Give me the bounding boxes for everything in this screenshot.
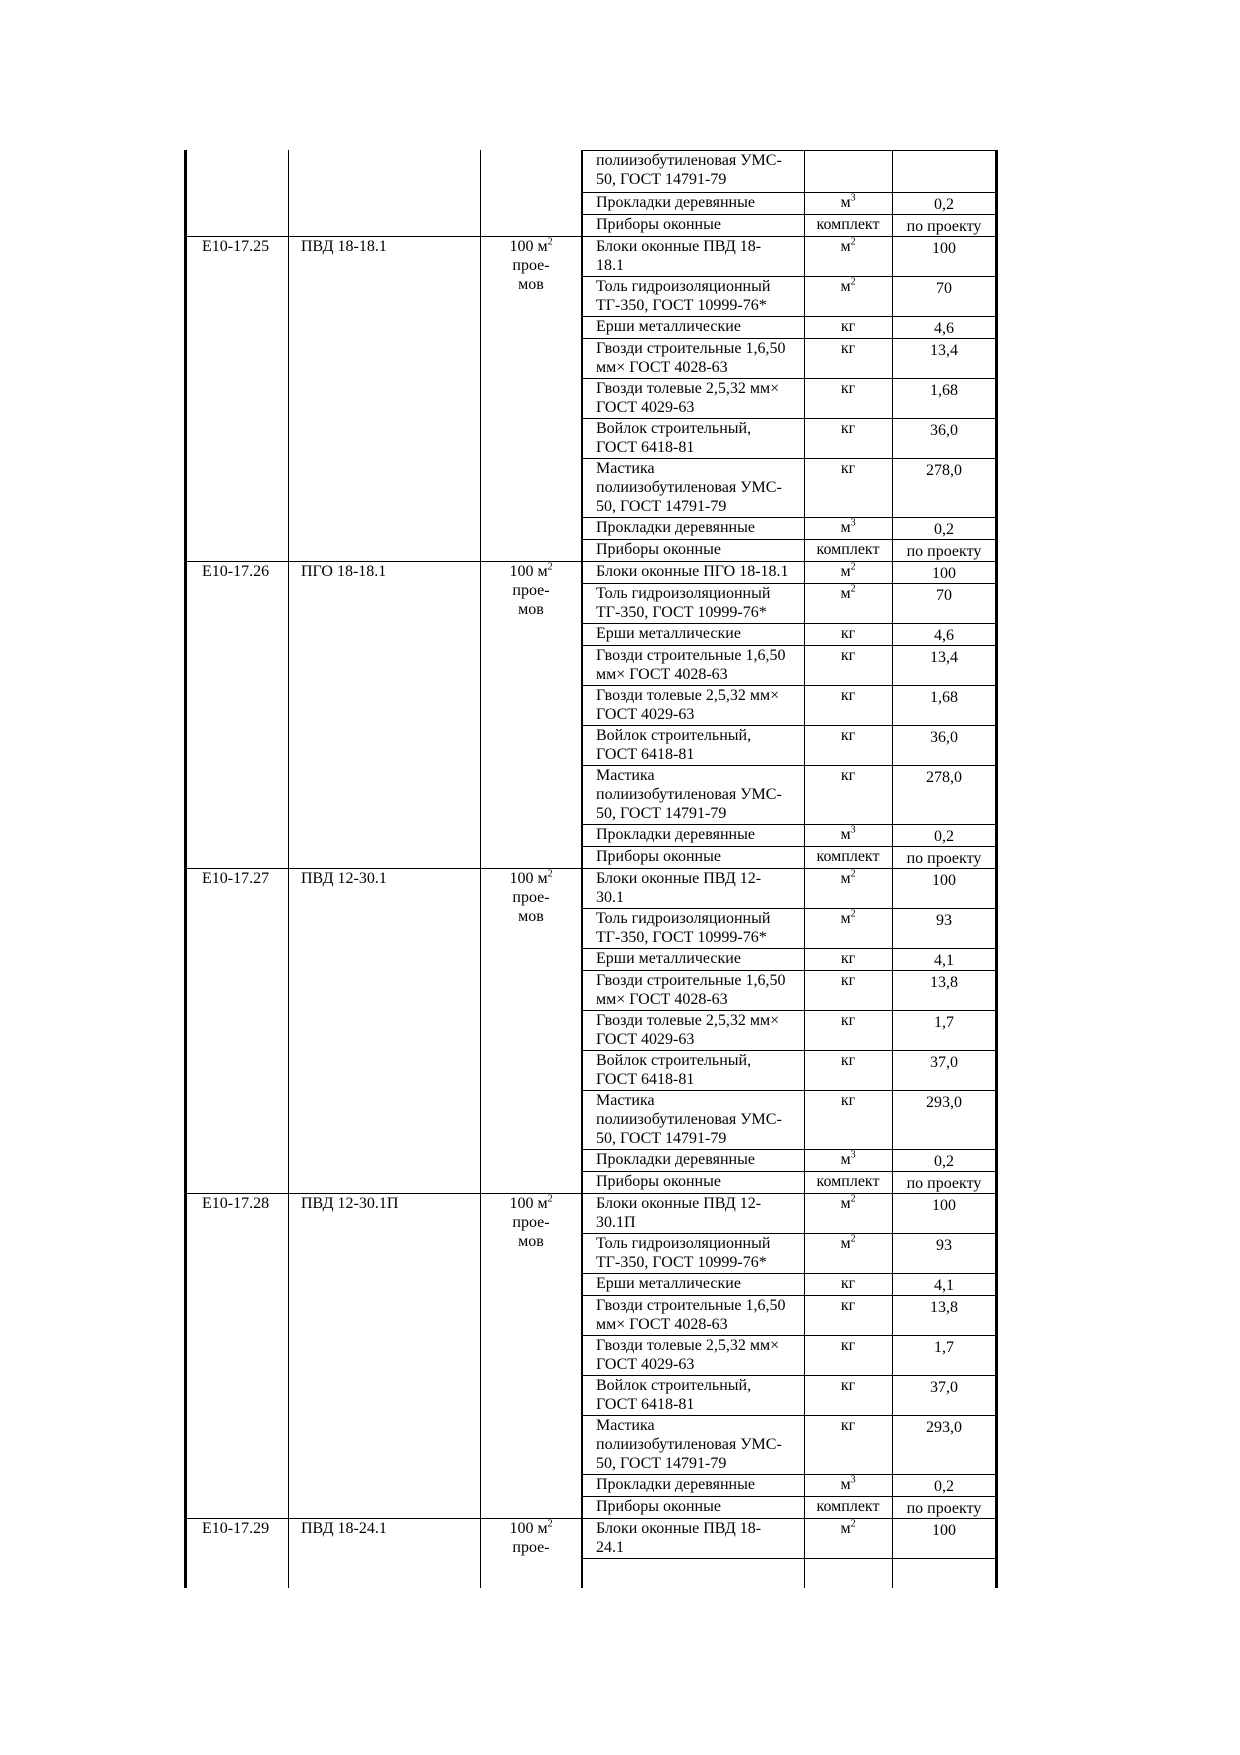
material-name: мм× ГОСТ 4028-63 (596, 1316, 728, 1333)
norm-name: ПГО 18-18.1 (301, 563, 387, 580)
material-name: Блоки оконные ПВД 18- (596, 238, 762, 255)
quantity-value: 13,8 (930, 1299, 958, 1316)
material-name: Мастика (596, 460, 655, 477)
quantity-value: 0,2 (934, 1153, 954, 1170)
material-name: Толь гидроизоляционный (596, 585, 771, 602)
norm-code: Е10-17.28 (202, 1195, 270, 1212)
material-name: Блоки оконные ПВД 12- (596, 1195, 762, 1212)
unit-of-measure: кг (840, 1092, 856, 1109)
table-vertical-rule (184, 150, 187, 1588)
quantity-value: 36,0 (930, 729, 958, 746)
quantity-value: 278,0 (926, 462, 962, 479)
table-horizontal-rule (582, 1558, 996, 1559)
table-vertical-rule (581, 150, 583, 1588)
quantity-value: 0,2 (934, 521, 954, 538)
material-name: ТГ-350, ГОСТ 10999-76* (596, 1254, 767, 1271)
norm-name: ПВД 12-30.1 (301, 870, 387, 887)
table-vertical-rule (995, 150, 998, 1588)
material-name: полиизобутиленовая УМС- (596, 1436, 782, 1453)
table-horizontal-rule (582, 150, 996, 151)
material-name: Ерши металлические (596, 318, 741, 335)
material-name: 30.1П (596, 1214, 636, 1231)
unit-of-measure: кг (840, 727, 856, 744)
material-name: Толь гидроизоляционный (596, 910, 771, 927)
norm-code: Е10-17.25 (202, 238, 270, 255)
unit-of-measure: комплект (816, 848, 880, 865)
material-name: ТГ-350, ГОСТ 10999-76* (596, 297, 767, 314)
quantity-value: 1,68 (930, 382, 958, 399)
unit-of-measure: $м^2$ (840, 908, 856, 927)
unit-of-measure: $м^2$ (840, 1193, 856, 1212)
quantity-value: 4,1 (934, 952, 954, 969)
norm-code: Е10-17.26 (202, 563, 270, 580)
material-name: Гвозди строительные 1,6,50 (596, 1297, 786, 1314)
material-name: мм× ГОСТ 4028-63 (596, 359, 728, 376)
quantity-value: 70 (936, 280, 952, 297)
quantity-value: 93 (936, 1237, 952, 1254)
unit-of-measure: комплект (816, 1498, 880, 1515)
material-name: 50, ГОСТ 14791-79 (596, 1455, 727, 1472)
unit-of-measure: кг (840, 647, 856, 664)
quantity-value: 13,4 (930, 342, 958, 359)
material-name: Толь гидроизоляционный (596, 278, 771, 295)
material-name: Гвозди толевые 2,5,32 мм× (596, 1012, 780, 1029)
material-name: Мастика (596, 767, 655, 784)
measure-unit: 100 $м^2$ (509, 868, 553, 887)
measure-unit: мов (518, 601, 544, 618)
quantity-value: 100 (932, 240, 956, 257)
measure-unit: прое- (512, 582, 550, 599)
material-name: Блоки оконные ПВД 18- (596, 1520, 762, 1537)
material-name: Мастика (596, 1417, 655, 1434)
quantity-value: по проекту (906, 543, 982, 560)
unit-of-measure: комплект (816, 541, 880, 558)
quantity-value: 4,6 (934, 320, 954, 337)
unit-of-measure: кг (840, 950, 856, 967)
table-vertical-rule (892, 150, 893, 1588)
measure-unit: мов (518, 276, 544, 293)
material-name: Прокладки деревянные (596, 1476, 755, 1493)
quantity-value: по проекту (906, 218, 982, 235)
quantity-value: 293,0 (926, 1419, 962, 1436)
material-name: 50, ГОСТ 14791-79 (596, 171, 727, 188)
quantity-value: 4,6 (934, 627, 954, 644)
quantity-value: 4,1 (934, 1277, 954, 1294)
material-name: Приборы оконные (596, 541, 721, 558)
material-name: ГОСТ 6418-81 (596, 439, 695, 456)
unit-of-measure: кг (840, 1052, 856, 1069)
unit-of-measure: $м^3$ (840, 192, 856, 211)
quantity-value: 36,0 (930, 422, 958, 439)
unit-of-measure: кг (840, 318, 856, 335)
material-name: мм× ГОСТ 4028-63 (596, 991, 728, 1008)
material-name: Войлок строительный, (596, 1052, 752, 1069)
material-name: полиизобутиленовая УМС- (596, 152, 782, 169)
material-name: 50, ГОСТ 14791-79 (596, 805, 727, 822)
quantity-value: 100 (932, 1197, 956, 1214)
table-vertical-rule (480, 150, 481, 1588)
material-name: 18.1 (596, 257, 624, 274)
measure-unit: прое- (512, 1214, 550, 1231)
unit-of-measure: $м^2$ (840, 276, 856, 295)
unit-of-measure: кг (840, 420, 856, 437)
quantity-value: 37,0 (930, 1054, 958, 1071)
measure-unit: прое- (512, 889, 550, 906)
unit-of-measure: комплект (816, 216, 880, 233)
material-name: ТГ-350, ГОСТ 10999-76* (596, 604, 767, 621)
quantity-value: 13,8 (930, 974, 958, 991)
unit-of-measure: кг (840, 1417, 856, 1434)
material-name: 24.1 (596, 1539, 624, 1556)
material-name: Гвозди толевые 2,5,32 мм× (596, 380, 780, 397)
unit-of-measure: кг (840, 460, 856, 477)
unit-of-measure: $м^3$ (840, 517, 856, 536)
unit-of-measure: $м^2$ (840, 561, 856, 580)
material-name: ГОСТ 4029-63 (596, 1356, 695, 1373)
measure-unit: 100 $м^2$ (509, 1193, 553, 1212)
material-name: Приборы оконные (596, 848, 721, 865)
material-name: Ерши металлические (596, 1275, 741, 1292)
unit-of-measure: кг (840, 380, 856, 397)
material-name: ТГ-350, ГОСТ 10999-76* (596, 929, 767, 946)
material-name: Мастика (596, 1092, 655, 1109)
unit-of-measure: кг (840, 1012, 856, 1029)
measure-unit: прое- (512, 257, 550, 274)
norm-name: ПВД 18-24.1 (301, 1520, 387, 1537)
unit-of-measure: комплект (816, 1173, 880, 1190)
unit-of-measure: $м^3$ (840, 1149, 856, 1168)
norm-name: ПВД 18-18.1 (301, 238, 387, 255)
material-name: Прокладки деревянные (596, 1151, 755, 1168)
material-name: ГОСТ 4029-63 (596, 399, 695, 416)
material-name: Войлок строительный, (596, 727, 752, 744)
quantity-value: 100 (932, 565, 956, 582)
quantity-value: 0,2 (934, 196, 954, 213)
material-name: Прокладки деревянные (596, 519, 755, 536)
material-name: ГОСТ 6418-81 (596, 1071, 695, 1088)
material-name: полиизобутиленовая УМС- (596, 479, 782, 496)
measure-unit: прое- (512, 1539, 550, 1556)
quantity-value: 37,0 (930, 1379, 958, 1396)
unit-of-measure: кг (840, 1377, 856, 1394)
material-name: полиизобутиленовая УМС- (596, 786, 782, 803)
quantity-value: 293,0 (926, 1094, 962, 1111)
unit-of-measure: кг (840, 340, 856, 357)
quantity-value: 70 (936, 587, 952, 604)
unit-of-measure: $м^2$ (840, 583, 856, 602)
unit-of-measure: $м^3$ (840, 1474, 856, 1493)
quantity-value: 100 (932, 1522, 956, 1539)
table-vertical-rule (288, 150, 289, 1588)
unit-of-measure: кг (840, 1275, 856, 1292)
quantity-value: 1,68 (930, 689, 958, 706)
material-name: Войлок строительный, (596, 1377, 752, 1394)
material-name: Ерши металлические (596, 950, 741, 967)
unit-of-measure: $м^2$ (840, 236, 856, 255)
quantity-value: 1,7 (934, 1339, 954, 1356)
unit-of-measure: кг (840, 1337, 856, 1354)
material-name: Гвозди строительные 1,6,50 (596, 647, 786, 664)
material-name: ГОСТ 6418-81 (596, 1396, 695, 1413)
material-name: ГОСТ 6418-81 (596, 746, 695, 763)
material-name: 50, ГОСТ 14791-79 (596, 498, 727, 515)
material-name: Гвозди строительные 1,6,50 (596, 972, 786, 989)
material-name: Приборы оконные (596, 216, 721, 233)
measure-unit: мов (518, 1233, 544, 1250)
quantity-value: по проекту (906, 850, 982, 867)
material-name: Приборы оконные (596, 1498, 721, 1515)
unit-of-measure: кг (840, 1297, 856, 1314)
unit-of-measure: кг (840, 687, 856, 704)
quantity-value: 0,2 (934, 1478, 954, 1495)
material-name: Прокладки деревянные (596, 194, 755, 211)
unit-of-measure: кг (840, 625, 856, 642)
quantity-value: 0,2 (934, 828, 954, 845)
material-name: Гвозди толевые 2,5,32 мм× (596, 1337, 780, 1354)
unit-of-measure: кг (840, 972, 856, 989)
norm-code: Е10-17.27 (202, 870, 270, 887)
unit-of-measure: $м^2$ (840, 868, 856, 887)
material-name: Блоки оконные ПВД 12- (596, 870, 762, 887)
quantity-value: по проекту (906, 1175, 982, 1192)
measure-unit: 100 $м^2$ (509, 561, 553, 580)
material-name: Прокладки деревянные (596, 826, 755, 843)
quantity-value: 1,7 (934, 1014, 954, 1031)
unit-of-measure: $м^2$ (840, 1233, 856, 1252)
material-name: ГОСТ 4029-63 (596, 706, 695, 723)
norm-code: Е10-17.29 (202, 1520, 270, 1537)
material-name: Ерши металлические (596, 625, 741, 642)
material-name: Приборы оконные (596, 1173, 721, 1190)
quantity-value: 13,4 (930, 649, 958, 666)
material-name: мм× ГОСТ 4028-63 (596, 666, 728, 683)
material-name: Толь гидроизоляционный (596, 1235, 771, 1252)
material-name: Гвозди толевые 2,5,32 мм× (596, 687, 780, 704)
quantity-value: по проекту (906, 1500, 982, 1517)
quantity-value: 100 (932, 872, 956, 889)
unit-of-measure: кг (840, 767, 856, 784)
measure-unit: 100 $м^2$ (509, 236, 553, 255)
measure-unit: мов (518, 908, 544, 925)
unit-of-measure: $м^3$ (840, 824, 856, 843)
quantity-value: 278,0 (926, 769, 962, 786)
quantity-value: 93 (936, 912, 952, 929)
table-vertical-rule (804, 150, 805, 1588)
material-name: полиизобутиленовая УМС- (596, 1111, 782, 1128)
measure-unit: 100 $м^2$ (509, 1518, 553, 1537)
material-name: 30.1 (596, 889, 624, 906)
norm-name: ПВД 12-30.1П (301, 1195, 399, 1212)
unit-of-measure: $м^2$ (840, 1518, 856, 1537)
material-name: Войлок строительный, (596, 420, 752, 437)
material-name: ГОСТ 4029-63 (596, 1031, 695, 1048)
material-name: Блоки оконные ПГО 18-18.1 (596, 563, 789, 580)
material-name: 50, ГОСТ 14791-79 (596, 1130, 727, 1147)
material-name: Гвозди строительные 1,6,50 (596, 340, 786, 357)
